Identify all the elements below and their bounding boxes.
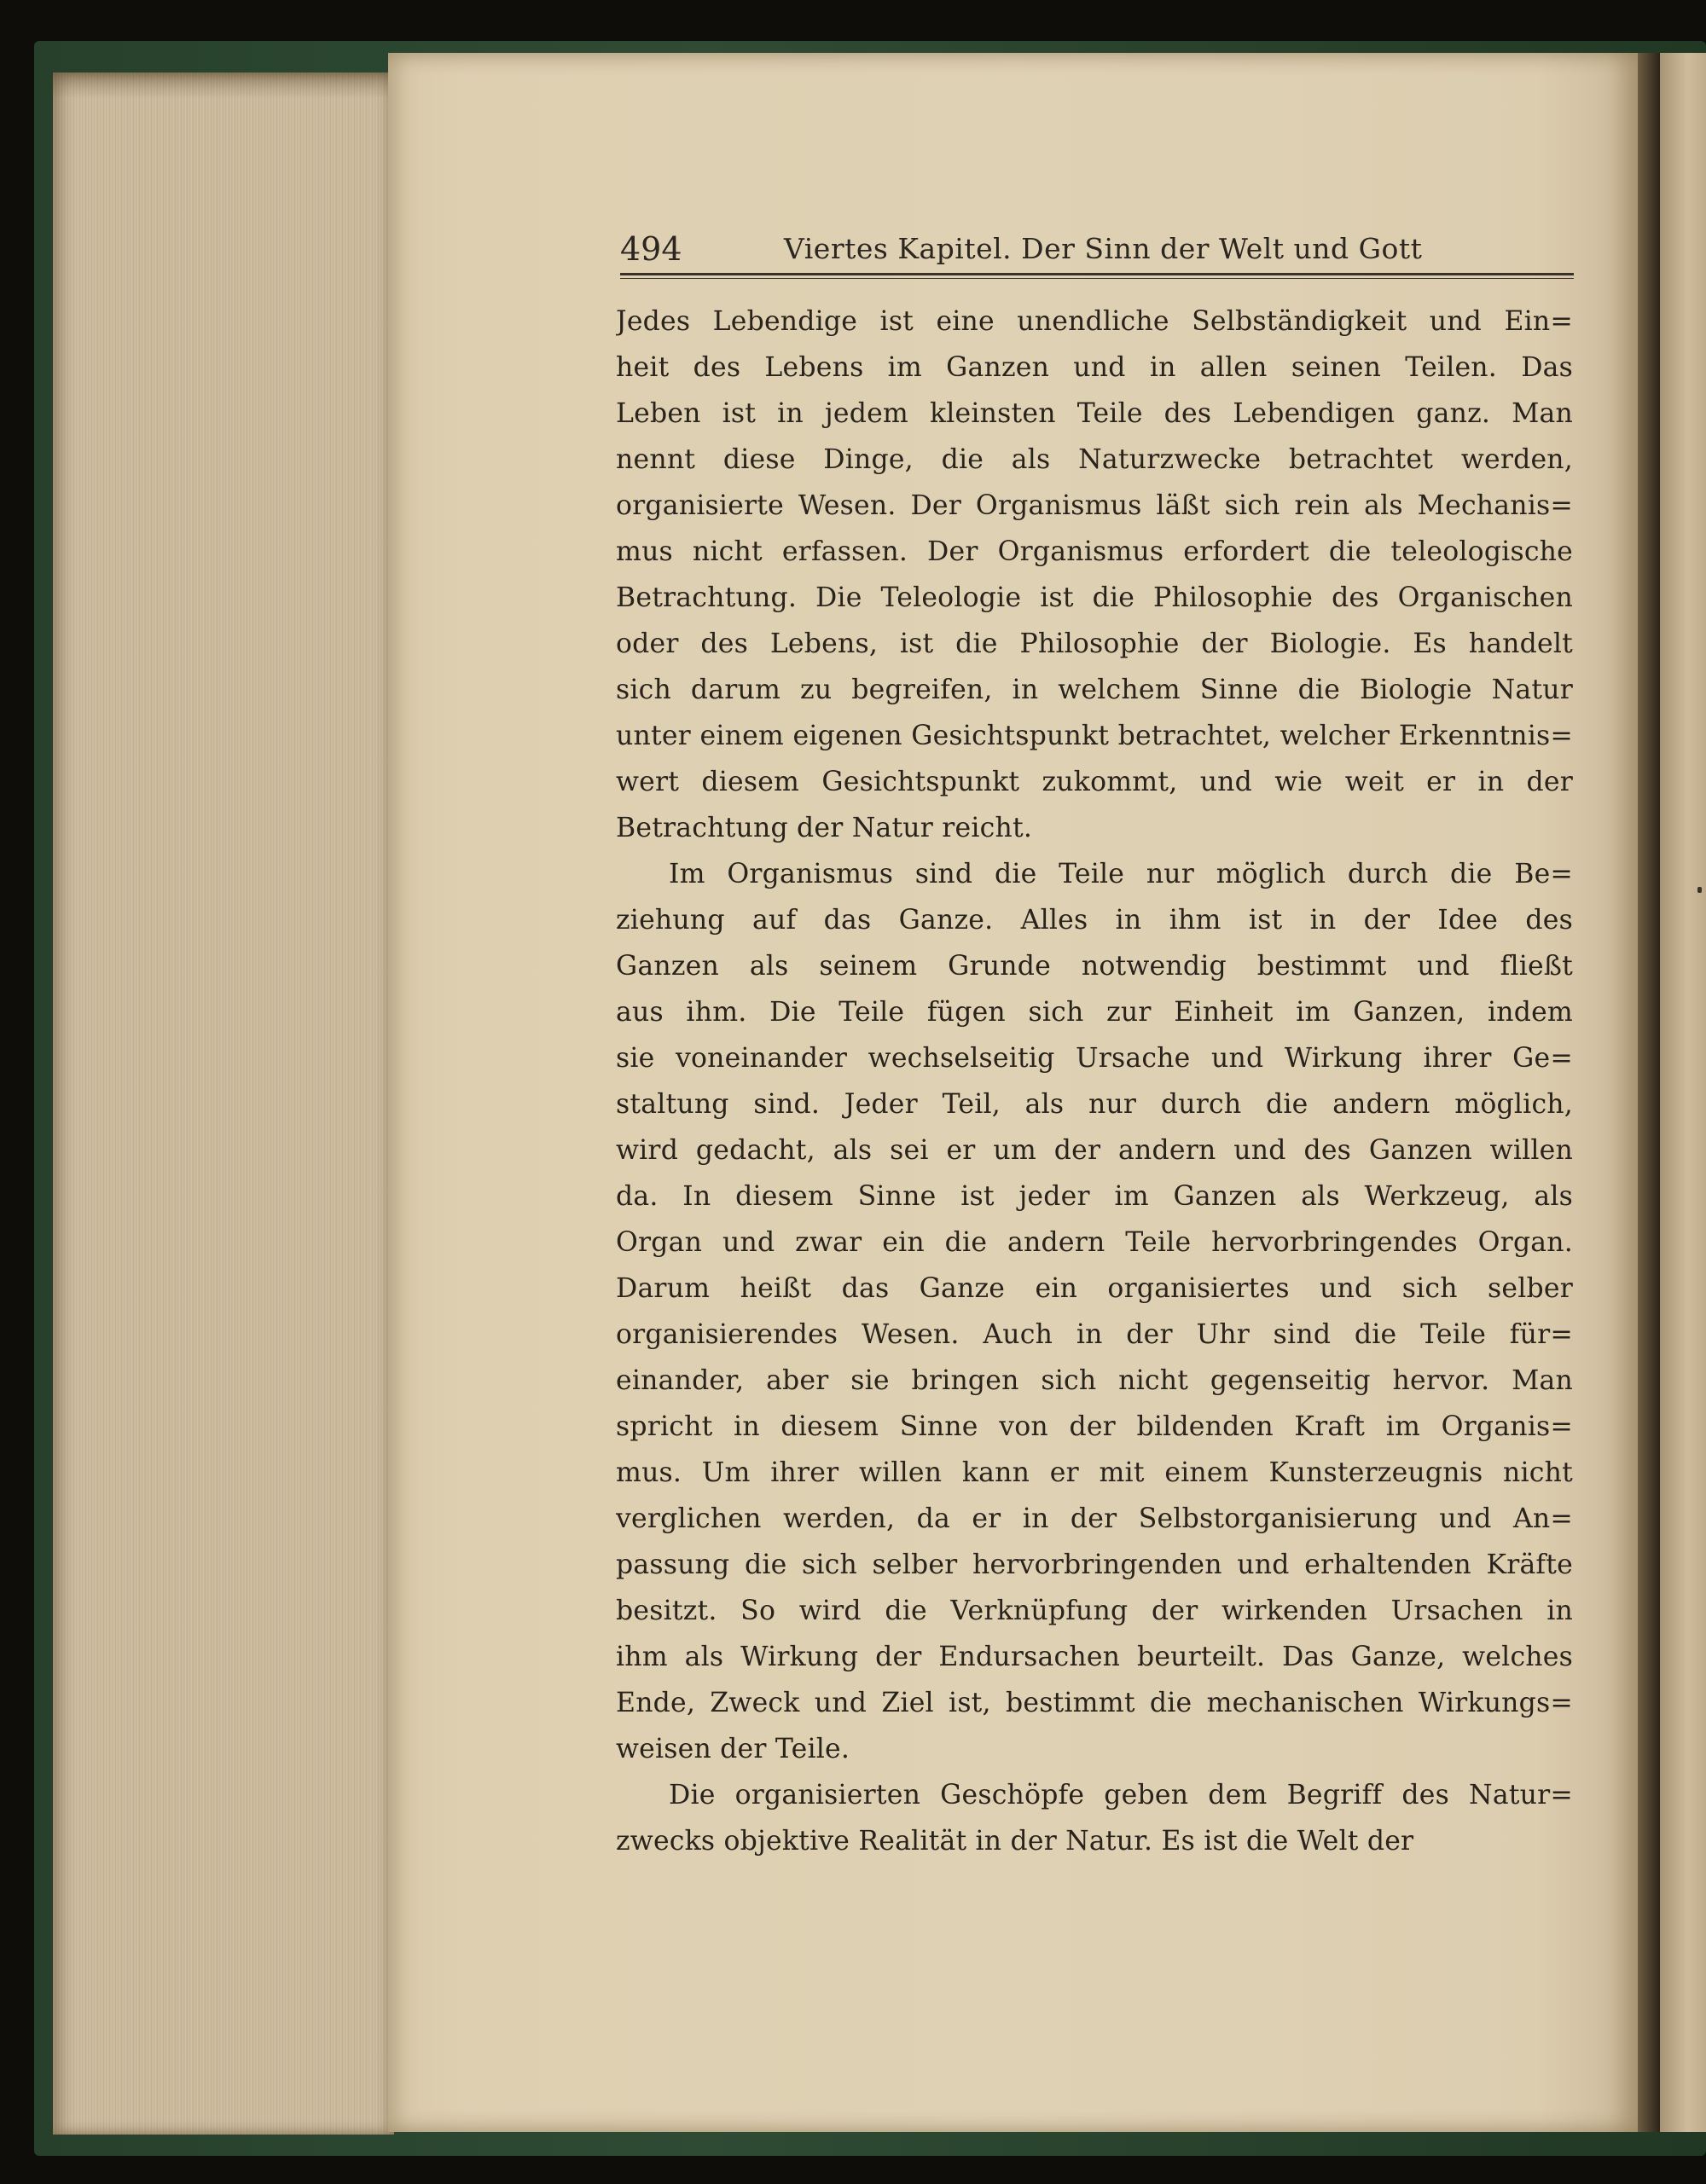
paper-spot — [1697, 887, 1702, 893]
text-line: mus. Um ihrer willen kann er mit einem Kunsterzeugnis nicht — [616, 1457, 1573, 1488]
text-line: sie voneinander wechselseitig Ursache und Wirkung ihrer Ge= — [616, 1043, 1573, 1074]
text-line: Ende, Zweck und Ziel ist, bestimmt die mechanischen Wirkungs= — [616, 1688, 1573, 1718]
facing-page-edge — [1660, 53, 1706, 2132]
text-line: Darum heißt das Ganze ein organisiertes und sich selber — [616, 1273, 1573, 1304]
page-number: 494 — [620, 230, 682, 268]
text-line: ziehung auf das Ganze. Alles in ihm ist in der Idee des — [616, 905, 1573, 936]
header-rule — [620, 273, 1574, 275]
text-line: Ganzen als seinem Grunde notwendig bestimmt und fließt — [616, 951, 1573, 982]
text-line: aus ihm. Die Teile fügen sich zur Einheit im Ganzen, indem — [616, 997, 1573, 1028]
text-line: Betrachtung. Die Teleologie ist die Philosophie des Organischen — [616, 582, 1573, 613]
running-title: Viertes Kapitel. Der Sinn der Welt und Gott — [784, 232, 1423, 265]
text-line: Leben ist in jedem kleinsten Teile des Lebendigen ganz. Man — [616, 398, 1573, 429]
text-line: passung die sich selber hervorbringenden und erhaltenden Kräfte — [616, 1550, 1573, 1580]
text-line: Jedes Lebendige ist eine unendliche Selbständigkeit und Ein= — [616, 306, 1573, 337]
page-edges — [53, 72, 394, 2135]
text-line: nennt diese Dinge, die als Naturzwecke betrachtet werden, — [616, 444, 1573, 475]
text-line: sich darum zu begreifen, in welchem Sinne die Biologie Natur — [616, 675, 1573, 705]
running-head — [620, 229, 1574, 281]
text-line: ihm als Wirkung der Endursachen beurteilt. Das Ganze, welches — [616, 1642, 1573, 1672]
text-line: Die organisierten Geschöpfe geben dem Begriff des Natur= — [669, 1780, 1573, 1810]
book-gutter — [1638, 53, 1660, 2132]
header-rule-thin — [620, 278, 1574, 279]
text-line: da. In diesem Sinne ist jeder im Ganzen als Werkzeug, als — [616, 1181, 1573, 1212]
text-line: oder des Lebens, ist die Philosophie der Biologie. Es handelt — [616, 629, 1573, 659]
text-line: Organ und zwar ein die andern Teile hervorbringendes Organ. — [616, 1227, 1573, 1258]
text-line: organisierendes Wesen. Auch in der Uhr sind die Teile für= — [616, 1319, 1573, 1350]
text-line: mus nicht erfassen. Der Organismus erfordert die teleologische — [616, 536, 1573, 567]
text-line: Betrachtung der Natur reicht. — [616, 813, 1033, 843]
text-line: besitzt. So wird die Verknüpfung der wirkenden Ursachen in — [616, 1596, 1573, 1626]
text-line: wert diesem Gesichtspunkt zukommt, und wie weit er in der — [616, 767, 1573, 797]
text-line: wird gedacht, als sei er um der andern und des Ganzen willen — [616, 1135, 1573, 1166]
text-line: staltung sind. Jeder Teil, als nur durch die andern möglich, — [616, 1089, 1573, 1120]
text-line: verglichen werden, da er in der Selbstorganisierung und An= — [616, 1503, 1573, 1534]
text-line: spricht in diesem Sinne von der bildenden Kraft im Organis= — [616, 1411, 1573, 1442]
text-line: zwecks objektive Realität in der Natur. Es ist die Welt der — [616, 1826, 1414, 1857]
text-line: weisen der Teile. — [616, 1734, 850, 1764]
text-line: heit des Lebens im Ganzen und in allen seinen Teilen. Das — [616, 352, 1573, 383]
text-line: organisierte Wesen. Der Organismus läßt sich rein als Mechanis= — [616, 490, 1573, 521]
text-line: einander, aber sie bringen sich nicht gegenseitig hervor. Man — [616, 1365, 1573, 1396]
text-line: unter einem eigenen Gesichtspunkt betrachtet, welcher Erkenntnis= — [616, 721, 1573, 751]
body-text — [616, 298, 1573, 1864]
text-line: Im Organismus sind die Teile nur möglich durch die Be= — [669, 859, 1573, 889]
